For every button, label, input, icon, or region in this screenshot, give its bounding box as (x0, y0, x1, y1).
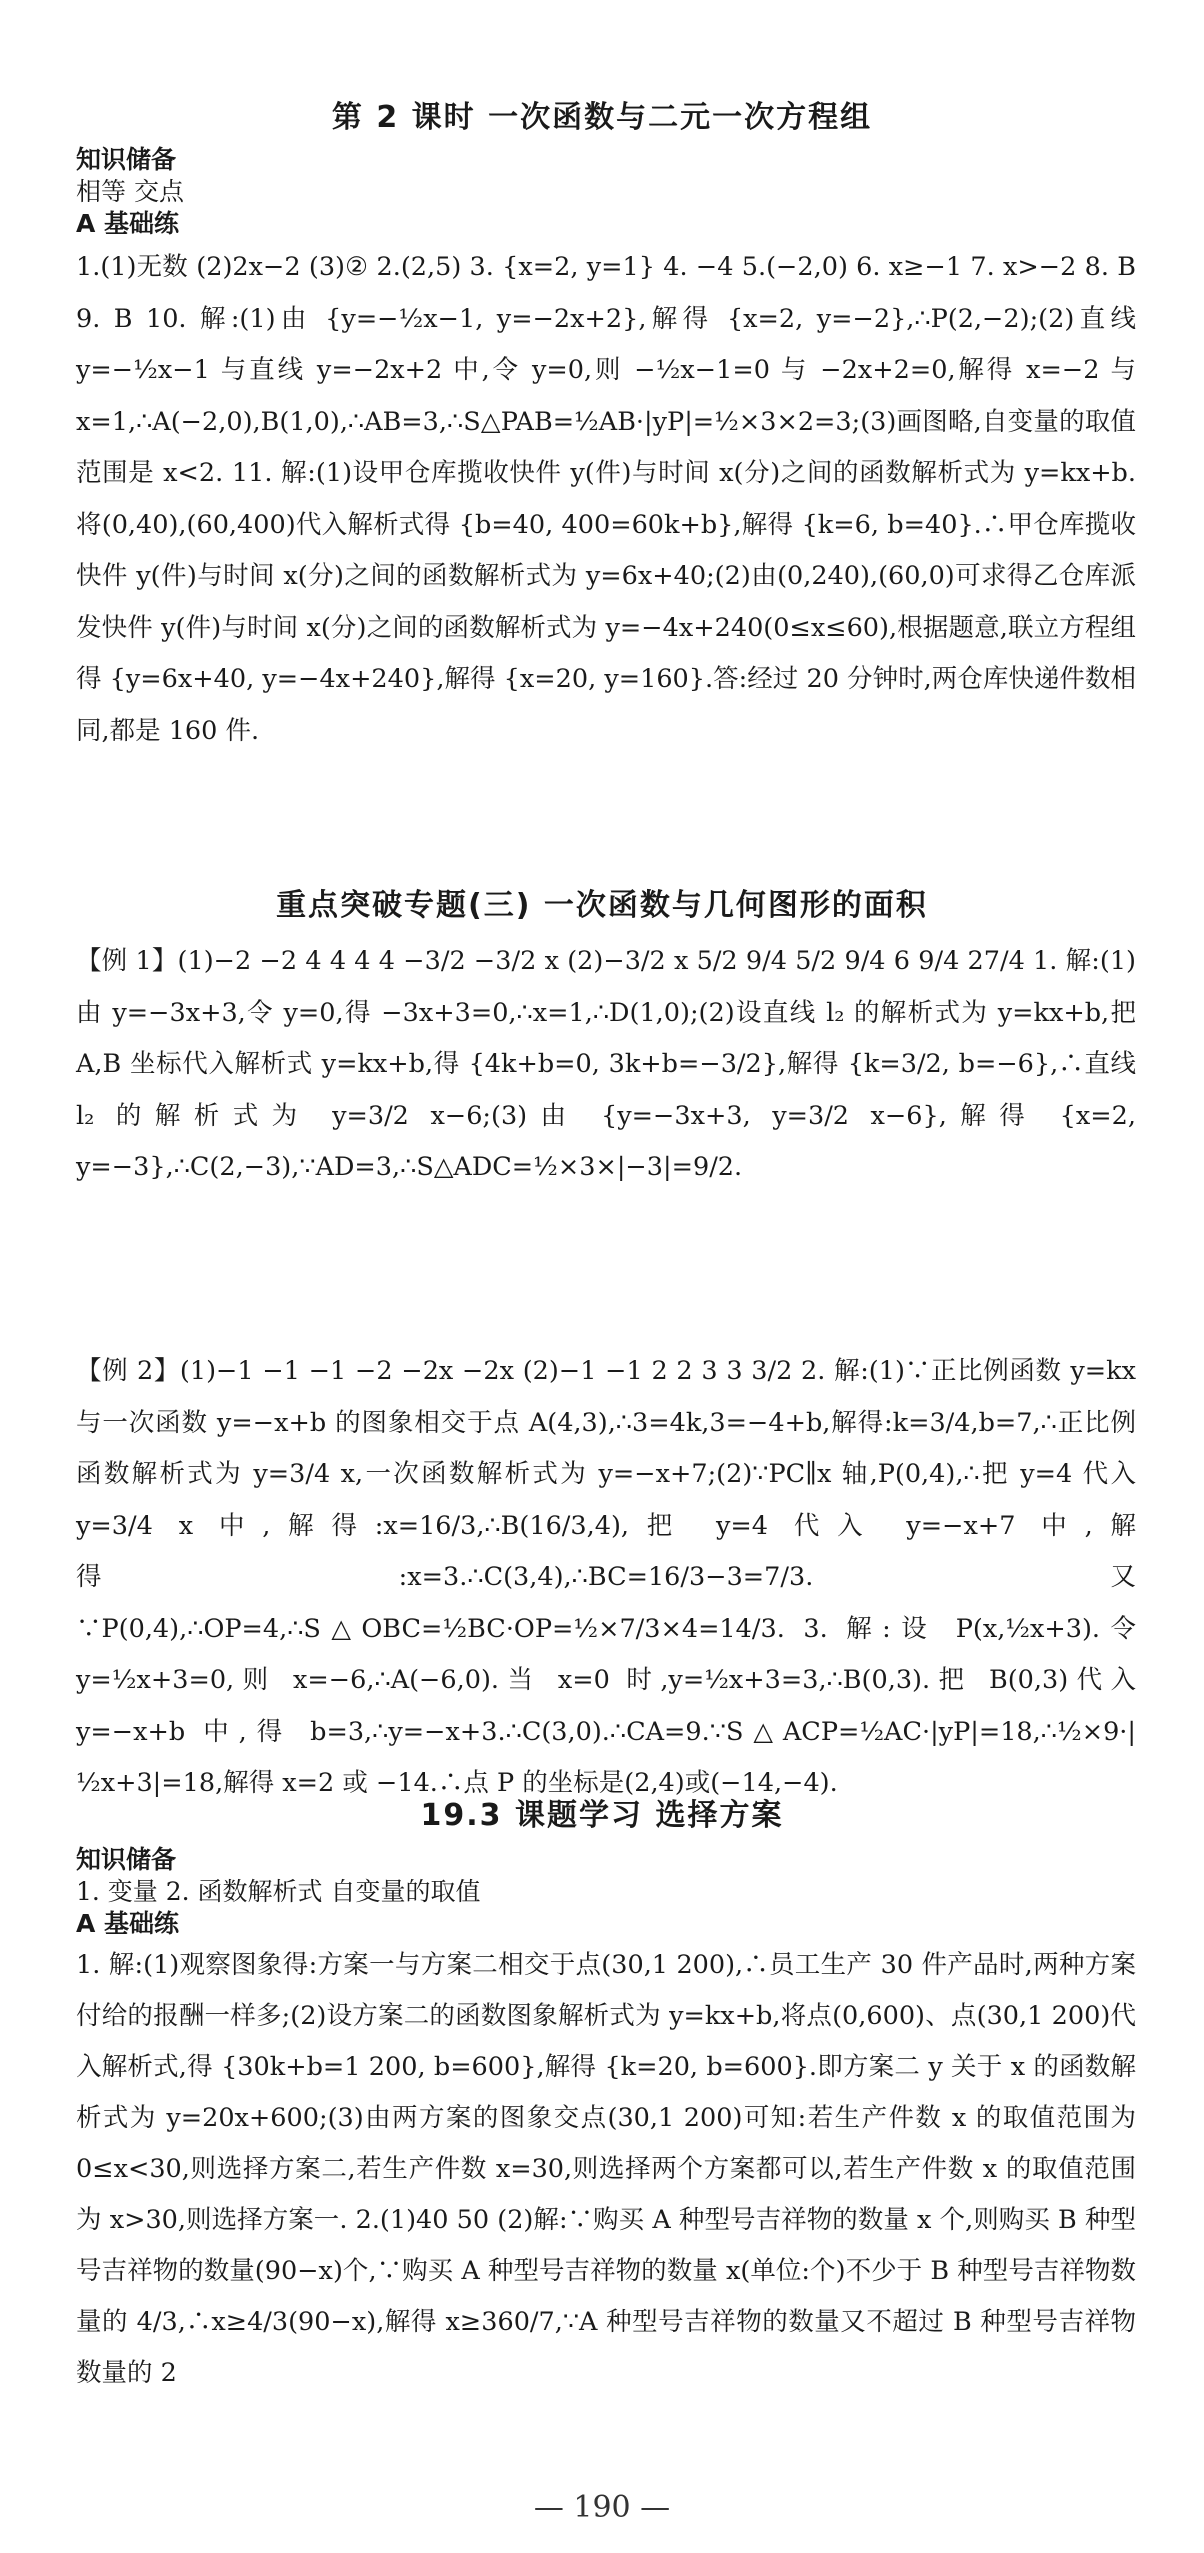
lesson-title: 第 2 课时 一次函数与二元一次方程组 (331, 100, 873, 135)
knowledge-heading-2: 知识储备 (76, 1845, 177, 1874)
basic-practice-heading-2: A 基础练 (76, 1909, 180, 1938)
page-number: — 190 — (533, 2490, 671, 2525)
knowledge-answers-2: 1. 变量 2. 函数解析式 自变量的取值 (76, 1877, 481, 1906)
basic-practice-heading: A 基础练 (76, 209, 180, 238)
example-1-answers: 【例 1】(1)−2 −2 4 4 4 4 −3/2 −3/2 x (2)−3/2 x 5/2 9/4 5/2 9/4 6 9/4 27/4 1. 解:(1)由 y=−3x+3,令 y=0,得 −3x+3=0,∴x=1,∴D(1,0);(2)设直线 l₂ 的解析式为 y=kx+b,把 A,B 坐标代入解析式 y=kx+b,得 {4k+b=0, 3k+b=−3/2},解得 {k=3/2, b=−6},∴直线 l₂ 的解析式为 y=3/2 x−6;(3)由 {y=−3x+3, y=3/2 x−6},解得 {x=2, y=−3},∴C(2,−3),∵AD=3,∴S△ADC=½×3×|−3|=9/2. (76, 946, 1136, 1182)
knowledge-answers: 相等 交点 (76, 177, 184, 206)
example-2-answers: 【例 2】(1)−1 −1 −1 −2 −2x −2x (2)−1 −1 2 2 3 3 3/2 2. 解:(1)∵正比例函数 y=kx 与一次函数 y=−x+b 的图象相交于点 A(4,3),∴3=4k,3=−4+b,解得:k=3/4,b=7,∴正比例函数解析式为 y=3/4 x,一次函数解析式为 y=−x+7;(2)∵PC∥x 轴,P(0,4),∴把 y=4 代入 y=3/4 x 中,解得:x=16/3,∴B(16/3,4),把 y=4 代入 y=−x+7 中,解得:x=3.∴C(3,4),∴BC=16/3−3=7/3.又∵P(0,4),∴OP=4,∴S△OBC=½BC·OP=½×7/3×4=14/3. 3. 解:设 P(x,½x+3).令 y=½x+3=0,则 x=−6,∴A(−6,0).当 x=0 时,y=½x+3=3,∴B(0,3).把 B(0,3)代入 y=−x+b 中,得 b=3,∴y=−x+3.∴C(3,0).∴CA=9.∵S△ACP=½AC·|yP|=18,∴½×9·|½x+3|=18,解得 x=2 或 −14.∴点 P 的坐标是(2,4)或(−14,−4). (76, 1356, 1136, 1798)
basic-practice-answers: 1.(1)无数 (2)2x−2 (3)② 2.(2,5) 3. {x=2, y=1} 4. −4 5.(−2,0) 6. x≥−1 7. x>−2 8. B 9. B 10. 解:(1)由 {y=−½x−1, y=−2x+2},解得 {x=2, y=−2},∴P(2,−2);(2)直线 y=−½x−1 与直线 y=−2x+2 中,令 y=0,则 −½x−1=0 与 −2x+2=0,解得 x=−2 与 x=1,∴A(−2,0),B(1,0),∴AB=3,∴S△PAB=½AB·|yP|=½×3×2=3;(3)画图略,自变量的取值范围是 x<2. 11. 解:(1)设甲仓库揽收快件 y(件)与时间 x(分)之间的函数解析式为 y=kx+b.将(0,40),(60,400)代入解析式得 {b=40, 400=60k+b},解得 {k=6, b=40}.∴甲仓库揽收快件 y(件)与时间 x(分)之间的函数解析式为 y=6x+40;(2)由(0,240),(60,0)可求得乙仓库派发快件 y(件)与时间 x(分)之间的函数解析式为 y=−4x+240(0≤x≤60),根据题意,联立方程组得 {y=6x+40, y=−4x+240},解得 {x=20, y=160}.答:经过 20 分钟时,两仓库快递件数相同,都是 160 件. (76, 252, 1136, 746)
knowledge-heading: 知识储备 (76, 145, 177, 174)
basic-practice-answers-2: 1. 解:(1)观察图象得:方案一与方案二相交于点(30,1 200),∴员工生产 30 件产品时,两种方案付给的报酬一样多;(2)设方案二的函数图象解析式为 y=kx+b,将点(0,600)、点(30,1 200)代入解析式,得 {30k+b=1 200, b=600},解得 {k=20, b=600}.即方案二 y 关于 x 的函数解析式为 y=20x+600;(3)由两方案的图象交点(30,1 200)可知:若生产件数 x 的取值范围为 0≤x<30,则选择方案二,若生产件数 x=30,则选择两个方案都可以,若生产件数 x 的取值范围为 x>30,则选择方案一. 2.(1)40 50 (2)解:∵购买 A 种型号吉祥物的数量 x 个,则购买 B 种型号吉祥物的数量(90−x)个,∵购买 A 种型号吉祥物的数量 x(单位:个)不少于 B 种型号吉祥物数量的 4/3,∴x≥4/3(90−x),解得 x≥360/7,∵A 种型号吉祥物的数量又不超过 B 种型号吉祥物数量的 2 (76, 1950, 1136, 2388)
topic-title: 重点突破专题(三) 一次函数与几何图形的面积 (276, 888, 928, 923)
section-title: 19.3 课题学习 选择方案 (420, 1798, 784, 1833)
